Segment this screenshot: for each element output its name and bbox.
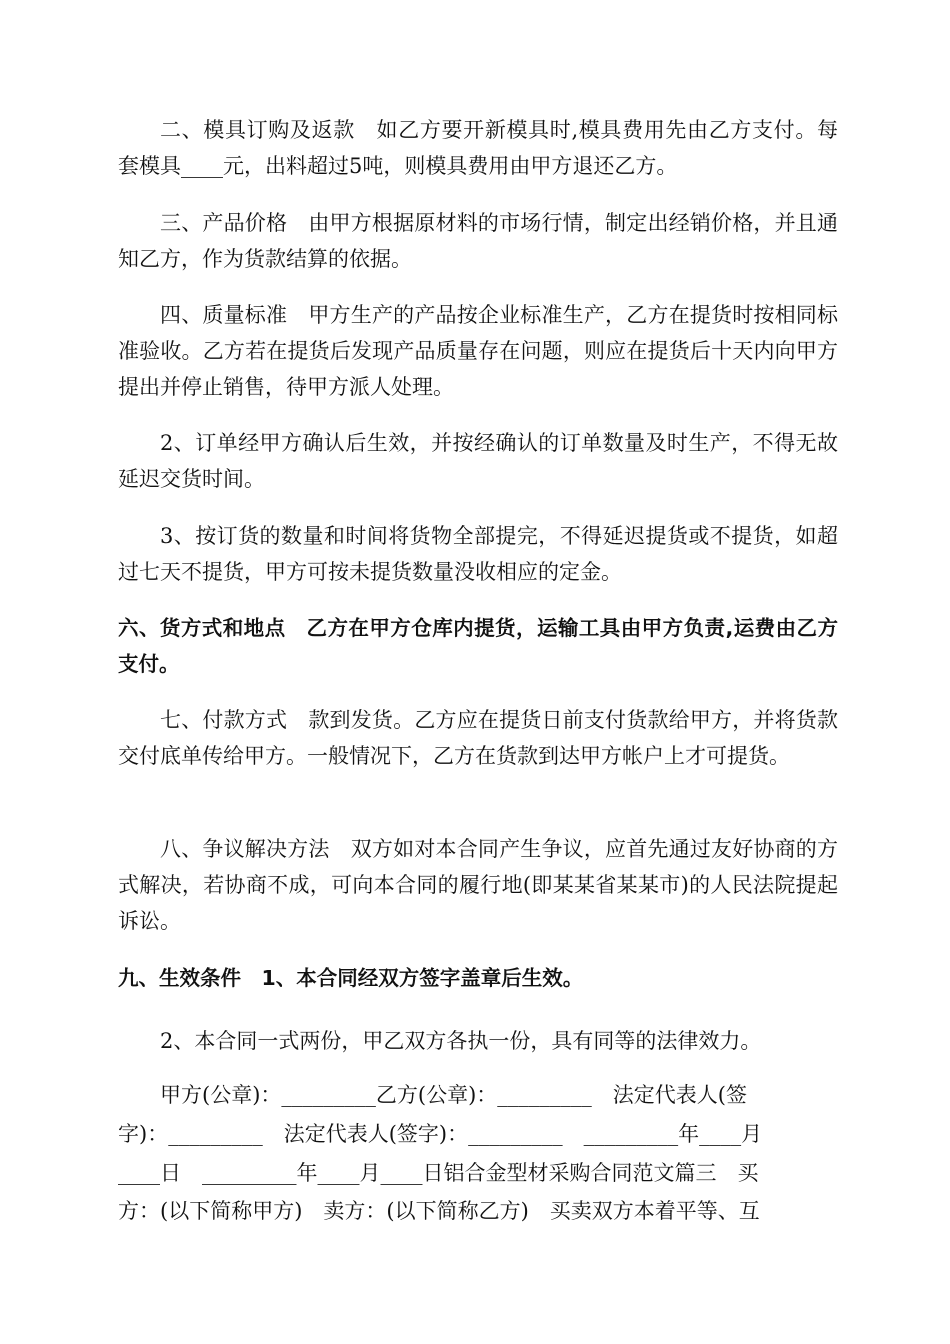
signature-line-4: 方：(以下简称甲方) 卖方：(以下简称乙方) 买卖双方本着平等、互 [118, 1199, 760, 1223]
clause-quality-standard: 四、质量标准 甲方生产的产品按企业标准生产，乙方在提货时按相同标准验收。乙方若在提货后发现产品质量存在问题，则应在提货后十天内向甲方提出并停止销售，待甲方派人处理。 [118, 303, 838, 399]
signature-line-1: 甲方(公章)：_________乙方(公章)：_________ 法定代表人(签 [160, 1083, 747, 1107]
signature-line-2: 字)：_________ 法定代表人(签字)：_________ _________年____月 [118, 1122, 763, 1146]
clause-payment-method: 七、付款方式 款到发货。乙方应在提货日前支付货款给甲方，并将货款交付底单传给甲方。一般情况下，乙方在货款到达甲方帐户上才可提货。 [118, 708, 838, 768]
clause-copies: 2、本合同一式两份，甲乙双方各执一份，具有同等的法律效力。 [160, 1029, 762, 1053]
clause-effective-conditions: 九、生效条件 1、本合同经双方签字盖章后生效。 [118, 966, 584, 990]
clause-order-effective: 2、订单经甲方确认后生效，并按经确认的订单数量及时生产，不得无故延迟交货时间。 [118, 431, 838, 491]
clause-delivery-method: 六、货方式和地点 乙方在甲方仓库内提货，运输工具由甲方负责,运费由乙方支付。 [118, 616, 838, 676]
clause-mold-purchase: 二、模具订购及返款 如乙方要开新模具时,模具费用先由乙方支付。每套模具____元，出料超过5吨，则模具费用由甲方退还乙方。 [118, 118, 838, 178]
clause-pickup-quantity: 3、按订货的数量和时间将货物全部提完，不得延迟提货或不提货，如超过七天不提货，甲方可按未提货数量没收相应的定金。 [118, 524, 838, 584]
signature-line-3: ____日 _________年____月____日铝合金型材采购合同范文篇三 买 [118, 1161, 759, 1185]
clause-dispute-resolution: 八、争议解决方法 双方如对本合同产生争议，应首先通过友好协商的方式解决，若协商不成，可向本合同的履行地(即某某省某某市)的人民法院提起诉讼。 [118, 837, 838, 933]
clause-product-price: 三、产品价格 由甲方根据原材料的市场行情，制定出经销价格，并且通知乙方，作为货款结算的依据。 [118, 211, 838, 271]
